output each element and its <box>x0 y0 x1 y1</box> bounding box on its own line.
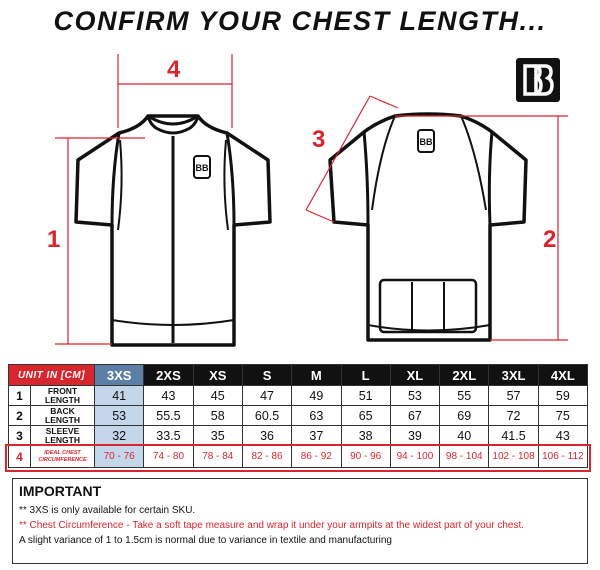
table-cell: 43 <box>538 426 587 446</box>
row-number: 2 <box>9 406 31 426</box>
size-header: 2XS <box>144 365 193 386</box>
row-label: SLEEVE LENGTH <box>31 426 95 446</box>
note-line: ** 3XS is only available for certain SKU. <box>19 505 196 516</box>
table-cell: 90 - 96 <box>341 446 390 468</box>
table-cell: 53 <box>390 386 439 406</box>
note-line: A slight variance of 1 to 1.5cm is normal due to variance in textile and manufacturing <box>19 535 392 546</box>
table-cell: 67 <box>390 406 439 426</box>
table-cell: 106 - 112 <box>538 446 587 468</box>
table-cell: 40 <box>440 426 489 446</box>
table-cell: 35 <box>193 426 242 446</box>
size-header: 2XL <box>440 365 489 386</box>
table-row <box>9 406 588 426</box>
table-cell: 38 <box>341 426 390 446</box>
table-cell: 60.5 <box>242 406 291 426</box>
table-cell: 53 <box>95 406 144 426</box>
important-notes <box>12 478 588 564</box>
size-header: 3XL <box>489 365 538 386</box>
table-cell: 51 <box>341 386 390 406</box>
table-row-chest <box>9 446 588 468</box>
table-cell: 94 - 100 <box>390 446 439 468</box>
row-number: 3 <box>9 426 31 446</box>
table-row <box>9 386 588 406</box>
table-cell: 59 <box>538 386 587 406</box>
table-cell: 36 <box>242 426 291 446</box>
table-cell: 41 <box>95 386 144 406</box>
important-title: IMPORTANT <box>19 483 102 499</box>
table-cell: 37 <box>292 426 341 446</box>
table-header-row <box>9 365 588 386</box>
table-cell: 69 <box>440 406 489 426</box>
dimension-label-3: 3 <box>312 126 326 153</box>
size-header: 3XS <box>95 365 144 386</box>
dimension-label-4: 4 <box>167 56 181 83</box>
unit-label: UNIT IN [CM] <box>9 365 95 386</box>
row-label: IDEAL CHEST CIRCUMFERENCE <box>31 446 95 468</box>
table-cell: 41.5 <box>489 426 538 446</box>
table-cell: 45 <box>193 386 242 406</box>
back-badge-text: BB <box>419 137 433 147</box>
table-cell: 102 - 108 <box>489 446 538 468</box>
table-cell: 55 <box>440 386 489 406</box>
dimension-label-2: 2 <box>543 226 557 253</box>
size-header: M <box>292 365 341 386</box>
size-header: S <box>242 365 291 386</box>
front-badge-text: BB <box>195 163 209 173</box>
row-label: FRONT LENGTH <box>31 386 95 406</box>
table-cell: 49 <box>292 386 341 406</box>
size-header: L <box>341 365 390 386</box>
page-title: CONFIRM YOUR CHEST LENGTH... <box>53 6 547 36</box>
size-table <box>8 364 588 468</box>
dimension-label-1: 1 <box>47 226 61 253</box>
row-number: 4 <box>9 446 31 468</box>
table-row <box>9 426 588 446</box>
table-cell: 70 - 76 <box>95 446 144 468</box>
table-cell: 63 <box>292 406 341 426</box>
table-cell: 33.5 <box>144 426 193 446</box>
row-number: 1 <box>9 386 31 406</box>
table-cell: 58 <box>193 406 242 426</box>
note-line-warning: ** Chest Circumference - Take a soft tape measure and wrap it under your armpits at the widest part of your chest. <box>19 520 525 531</box>
size-header: XL <box>390 365 439 386</box>
table-cell: 98 - 104 <box>440 446 489 468</box>
row-label: BACK LENGTH <box>31 406 95 426</box>
table-cell: 47 <box>242 386 291 406</box>
table-cell: 65 <box>341 406 390 426</box>
table-cell: 55.5 <box>144 406 193 426</box>
table-cell: 39 <box>390 426 439 446</box>
table-cell: 86 - 92 <box>292 446 341 468</box>
table-cell: 43 <box>144 386 193 406</box>
table-cell: 78 - 84 <box>193 446 242 468</box>
size-header: XS <box>193 365 242 386</box>
table-cell: 74 - 80 <box>144 446 193 468</box>
size-header: 4XL <box>538 365 587 386</box>
table-cell: 32 <box>95 426 144 446</box>
table-cell: 72 <box>489 406 538 426</box>
table-cell: 75 <box>538 406 587 426</box>
table-cell: 82 - 86 <box>242 446 291 468</box>
table-cell: 57 <box>489 386 538 406</box>
